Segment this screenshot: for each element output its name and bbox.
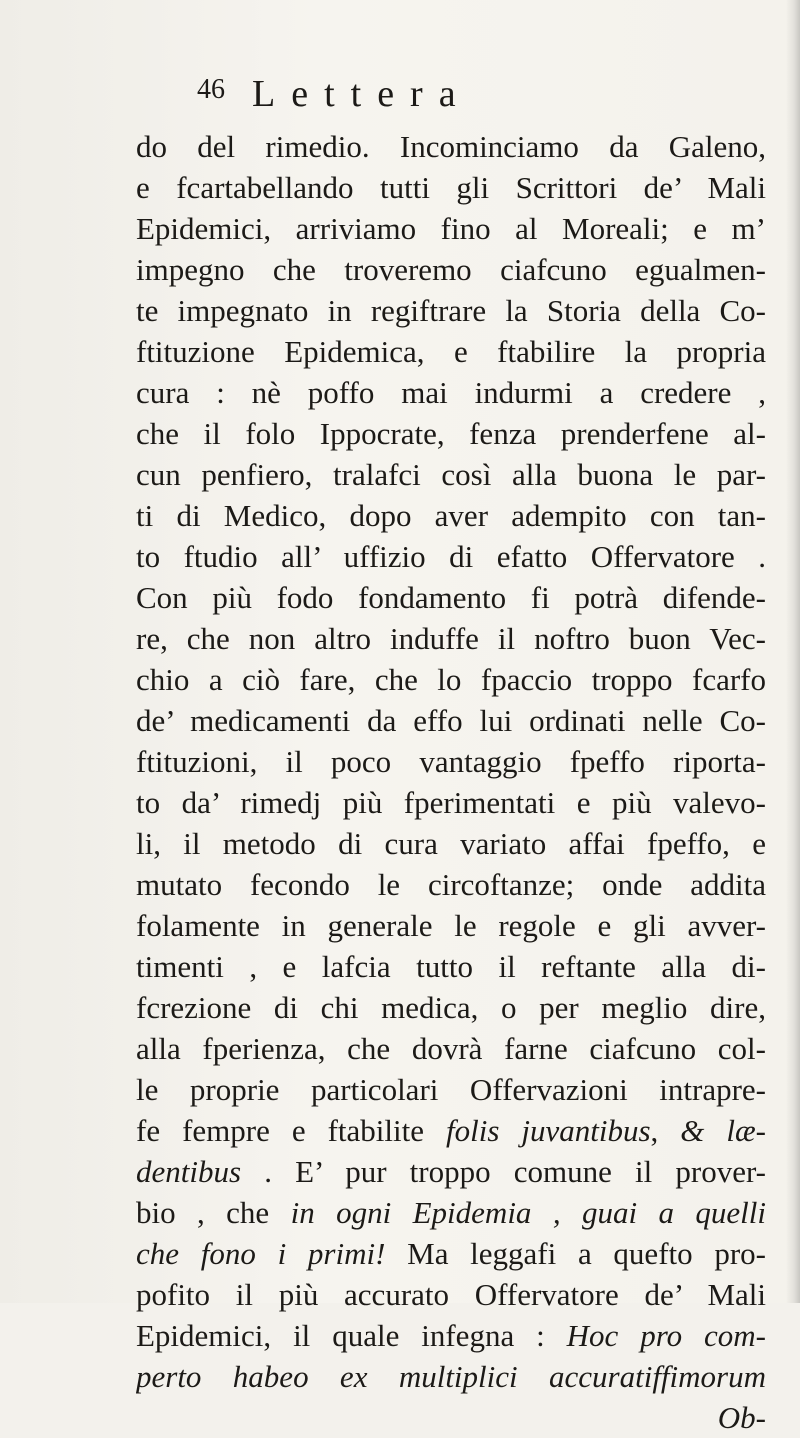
text-span: e fcartabellando tutti gli Scrittori de’ Mali	[136, 170, 766, 205]
text-line	[136, 167, 766, 208]
running-title: Lettera	[252, 73, 472, 115]
text-line	[136, 618, 766, 659]
text-line	[136, 823, 766, 864]
text-line	[136, 1274, 766, 1315]
text-span: ftituzione Epidemica, e ftabilire la propria	[136, 334, 766, 369]
text-line	[136, 536, 766, 577]
text-span: cura : nè poffo mai indurmi a credere ,	[136, 375, 766, 410]
italic-text: che fono i primi!	[136, 1236, 386, 1271]
page-number: 46	[197, 74, 225, 105]
text-span: fe fempre e ftabilite	[136, 1113, 446, 1148]
text-line	[136, 905, 766, 946]
italic-text: dentibus	[136, 1154, 242, 1189]
text-line	[136, 1110, 766, 1151]
text-span: impegno che troveremo ciafcuno egualmen-	[136, 252, 766, 287]
text-span: Ma leggafi a quefto pro-	[385, 1236, 766, 1271]
text-line	[136, 700, 766, 741]
text-span: bio , che	[136, 1195, 291, 1230]
text-span: to ftudio all’ uffizio di efatto Offervatore .	[136, 539, 766, 574]
text-span: folamente in generale le regole e gli avver-	[136, 908, 766, 943]
text-span: ti di Medico, dopo aver adempito con tan-	[136, 498, 766, 533]
text-span: ftituzioni, il poco vantaggio fpeffo riporta-	[136, 744, 766, 779]
text-span: timenti , e lafcia tutto il reftante alla di-	[136, 949, 766, 984]
text-line	[136, 741, 766, 782]
text-line	[136, 208, 766, 249]
italic-text: Hoc pro com-	[566, 1318, 766, 1353]
text-line	[136, 126, 766, 167]
italic-text: & læ-	[680, 1113, 766, 1148]
text-span: cun penfiero, tralafci così alla buona le par-	[136, 457, 766, 492]
italic-text: in ogni Epidemia , guai a quelli	[290, 1195, 766, 1230]
text-span: Epidemici, il quale infegna :	[136, 1318, 567, 1353]
text-line	[136, 1028, 766, 1069]
text-line	[136, 249, 766, 290]
text-line	[136, 413, 766, 454]
text-span: de’ medicamenti da effo lui ordinati nelle Co-	[136, 703, 766, 738]
catchword: Ob-	[717, 1400, 766, 1435]
text-line	[136, 290, 766, 331]
text-span: li, il metodo di cura variato affai fpeffo, e	[136, 826, 766, 861]
text-span: pofito il più accurato Offervatore de’ Mali	[136, 1277, 766, 1312]
text-line	[136, 659, 766, 700]
text-span: . E’ pur troppo comune il prover-	[241, 1154, 766, 1189]
text-line	[136, 1069, 766, 1110]
text-line	[136, 495, 766, 536]
text-line	[136, 372, 766, 413]
text-span: Con più fodo fondamento fi potrà difende-	[136, 580, 766, 615]
text-span: ,	[650, 1113, 681, 1148]
text-span: re, che non altro induffe il noftro buon Vec-	[136, 621, 766, 656]
text-span: le proprie particolari Offervazioni intrapre-	[136, 1072, 766, 1107]
text-span: che il folo Ippocrate, fenza prenderfene al-	[136, 416, 766, 451]
text-span: chio a ciò fare, che lo fpaccio troppo fcarfo	[136, 662, 766, 697]
page-header	[197, 72, 637, 122]
text-line	[136, 577, 766, 618]
text-line	[136, 331, 766, 372]
italic-text: folis juvantibus	[445, 1113, 651, 1148]
text-line	[136, 946, 766, 987]
text-span: mutato fecondo le circoftanze; onde addita	[136, 867, 766, 902]
text-span: do del rimedio. Incominciamo da Galeno,	[136, 129, 766, 164]
text-span: Epidemici, arriviamo fino al Moreali; e m’	[136, 211, 766, 246]
text-line	[136, 987, 766, 1028]
text-span: alla fperienza, che dovrà farne ciafcuno col-	[136, 1031, 766, 1066]
text-line	[136, 782, 766, 823]
page-edge-shadow	[786, 0, 800, 1303]
text-line	[136, 1192, 766, 1233]
text-line	[136, 1356, 766, 1397]
text-span: te impegnato in regiftrare la Storia della Co-	[136, 293, 766, 328]
text-line	[136, 1233, 766, 1274]
text-line	[136, 864, 766, 905]
italic-text: perto habeo ex multiplici accuratiffimorum	[136, 1359, 766, 1394]
text-line	[136, 1315, 766, 1356]
text-line	[136, 454, 766, 495]
text-line	[136, 1151, 766, 1192]
text-span: to da’ rimedj più fperimentati e più valevo-	[136, 785, 766, 820]
text-span: fcrezione di chi medica, o per meglio dire,	[136, 990, 766, 1025]
body-text	[136, 126, 776, 1438]
